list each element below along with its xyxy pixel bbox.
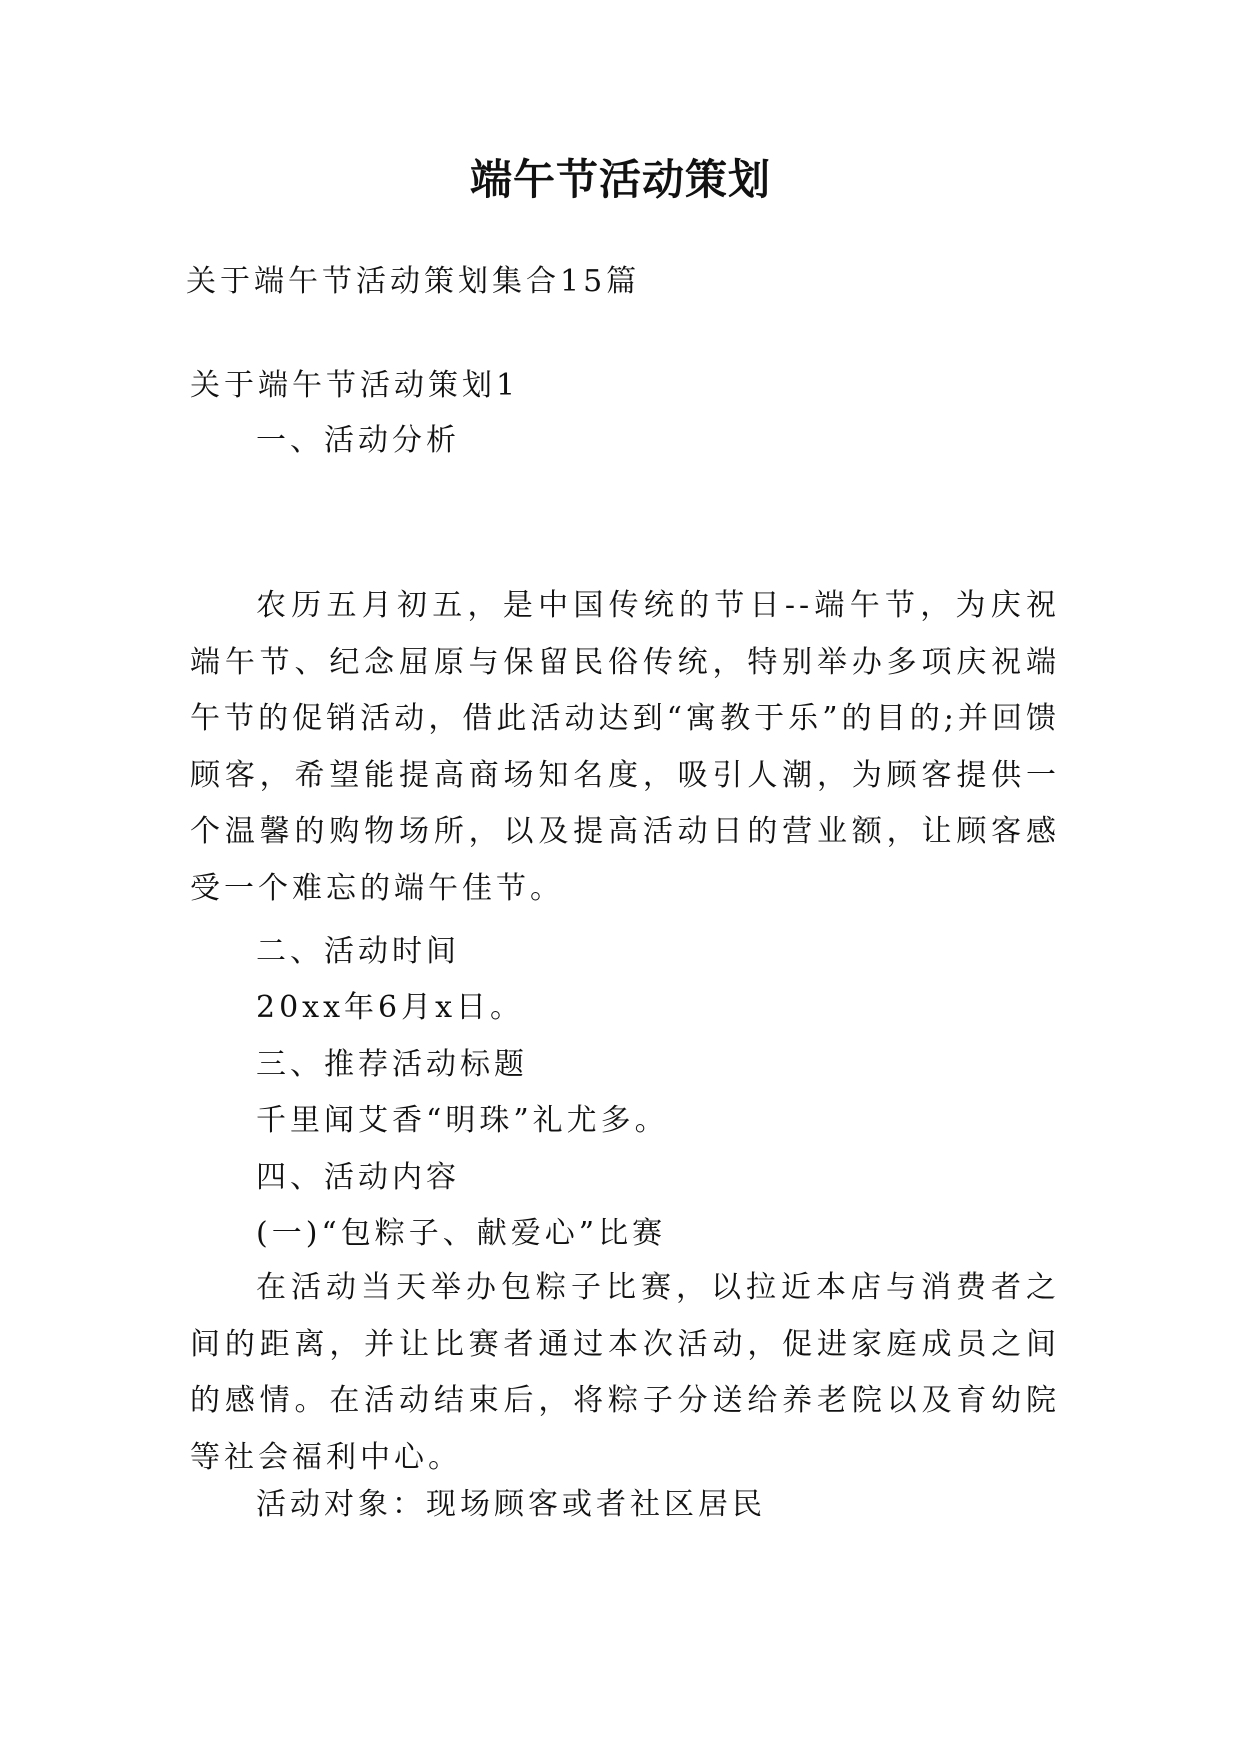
section-heading: 关于端午节活动策划1 — [190, 368, 520, 403]
heading-recommended-title: 三、推荐活动标题 — [256, 1047, 528, 1082]
paragraph-zongzi-contest: 在活动当天举办包粽子比赛，以拉近本店与消费者之间的距离，并让比赛者通过本次活动，促进家庭成员之间的感情。在活动结束后，将粽子分送给养老院以及育幼院等社会福利中心。 — [190, 1270, 1060, 1475]
heading-activity-analysis: 一、活动分析 — [256, 423, 460, 458]
document-title: 端午节活动策划 — [469, 155, 771, 204]
activity-time-text: 20xx年6月x日。 — [256, 990, 525, 1025]
activity-target-text: 活动对象：现场顾客或者社区居民 — [256, 1487, 766, 1522]
document-subtitle: 关于端午节活动策划集合15篇 — [186, 264, 641, 299]
paragraph-activity-analysis: 农历五月初五，是中国传统的节日--端午节，为庆祝端午节、纪念屈原与保留民俗传统，特别举办多项庆祝端午节的促销活动，借此活动达到“寓教于乐”的目的;并回馈顾客，希望能提高商场知名度，吸引人潮，为顾客提供一个温馨的购物场所，以及提高活动日的营业额，让顾客感受一个难忘的端午佳节。 — [190, 588, 1060, 906]
recommended-title-text: 千里闻艾香“明珠”礼尤多。 — [256, 1103, 669, 1138]
heading-activity-content: 四、活动内容 — [256, 1160, 460, 1195]
sub-heading-zongzi-contest: (一)“包粽子、献爱心”比赛 — [256, 1216, 667, 1251]
heading-activity-time: 二、活动时间 — [256, 934, 460, 969]
